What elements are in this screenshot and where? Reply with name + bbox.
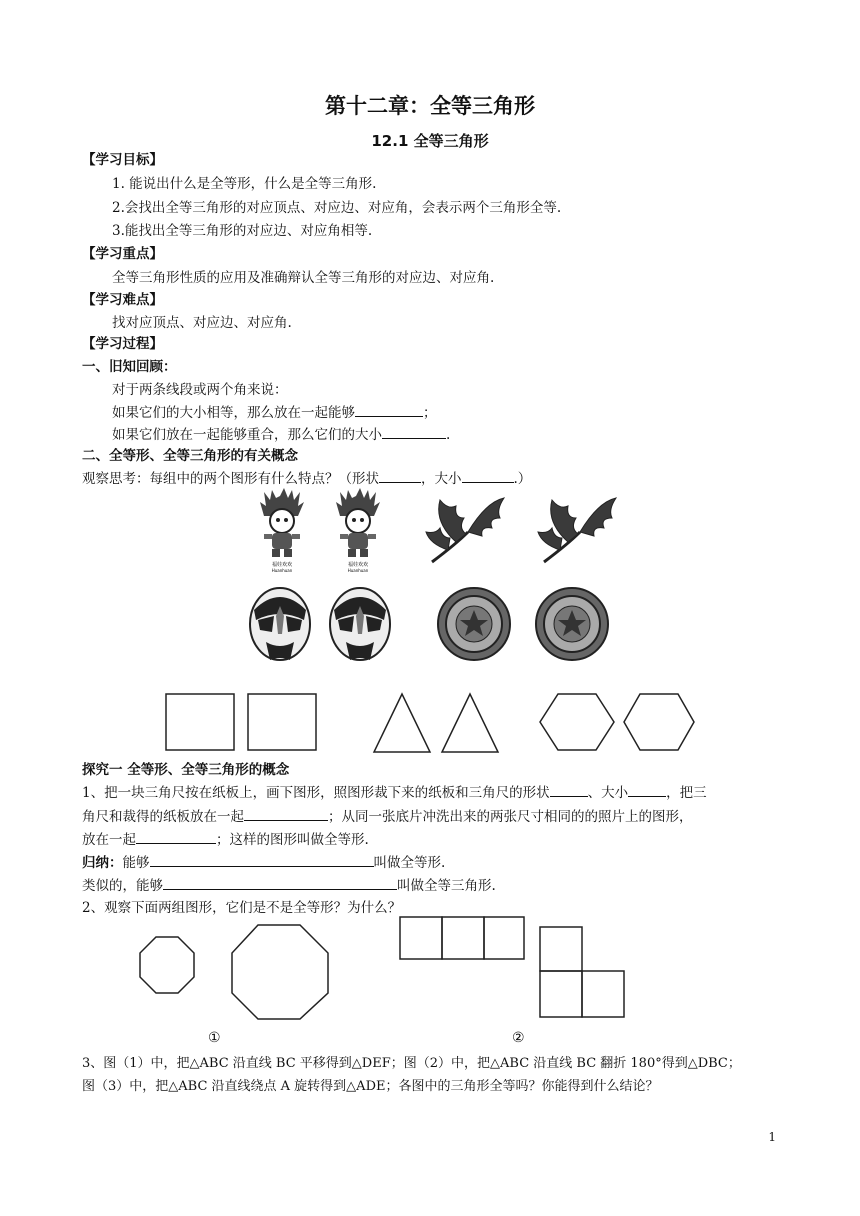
triangle-shape [374, 694, 430, 752]
triangle-shape [442, 694, 498, 752]
mascot-image [336, 488, 380, 573]
hexagon-shape [624, 694, 694, 750]
svg-text:福娃欢欢: 福娃欢欢 [271, 562, 293, 568]
opera-mask-image [330, 588, 390, 660]
observe-text: 观察思考：每组中的两个图形有什么特点？（形状 ，大小 .） [82, 468, 531, 489]
svg-text:Huanhuan: Huanhuan [347, 568, 369, 573]
mascot-image [260, 488, 304, 573]
difficulty-text: 找对应顶点、对应边、对应角. [112, 315, 292, 331]
review-line: 如果它们放在一起能够重合，那么它们的大小 . [112, 424, 450, 445]
opera-mask-image [250, 588, 310, 660]
key-heading: 【学习重点】 [82, 246, 163, 262]
question-3-line: 图（3）中，把△ABC 沿直线绕点 A 旋转得到△ADE；各图中的三角形全等吗？你能得到什么结论？ [82, 1079, 659, 1094]
goal-item: 2.会找出全等三角形的对应顶点、对应边、对应角，会表示两个三角形全等. [112, 200, 562, 216]
difficulty-heading: 【学习难点】 [82, 292, 163, 308]
review-line: 如果它们的大小相等，那么放在一起能够 ； [112, 402, 437, 423]
shape-figures [160, 690, 700, 756]
key-text: 全等三角形性质的应用及准确辩认全等三角形的对应边、对应角. [112, 270, 495, 286]
question-2-figures [130, 915, 630, 1025]
example-figures [240, 488, 660, 678]
page-title: 第十二章：全等三角形 [325, 94, 535, 118]
explore-heading: 探究一 全等形、全等三角形的概念 [82, 762, 290, 778]
process-heading: 【学习过程】 [82, 336, 163, 352]
summary-line: 类似的，能够 叫做全等三角形. [82, 875, 496, 896]
square-cell [484, 917, 524, 959]
svg-text:Huanhuan: Huanhuan [271, 568, 293, 573]
explore-paragraph: 角尺和裁得的纸板放在一起 ；从同一张底片冲洗出来的两张尺寸相同的的照片上的图形， [82, 806, 693, 827]
square-cell [442, 917, 484, 959]
goal-item: 3.能找出全等三角形的对应边、对应角相等. [112, 223, 373, 239]
page-number: 1 [768, 1130, 776, 1144]
svg-text:福娃欢欢: 福娃欢欢 [347, 562, 369, 568]
explore-paragraph: 放在一起 ；这样的图形叫做全等形. [82, 829, 369, 850]
square-shape [248, 694, 316, 750]
question-2: 2、观察下面两组图形，它们是不是全等形？为什么？ [82, 900, 402, 916]
review-line: 对于两条线段或两个角来说： [112, 382, 288, 398]
figure-label-1: ① [208, 1030, 221, 1046]
question-3-line: 3、图（1）中，把△ABC 沿直线 BC 平移得到△DEF；图（2）中，把△ABC 沿直线 BC 翻折 180°得到△DBC； [82, 1056, 741, 1071]
goal-item: 1. 能说出什么是全等形，什么是全等三角形. [112, 176, 377, 192]
summary-line: 归纳：能够 叫做全等形. [82, 852, 445, 873]
square-cell [582, 971, 624, 1017]
large-octagon-shape [232, 925, 328, 1019]
figure-label-2: ② [512, 1030, 525, 1046]
university-seal-image [536, 588, 608, 660]
review-heading: 一、旧知回顾： [82, 359, 177, 375]
square-cell [540, 927, 582, 971]
explore-paragraph: 1、把一块三角尺按在纸板上，画下图形，照图形裁下来的纸板和三角尺的形状 、大小 ，把三 [82, 782, 707, 803]
leaf-image [426, 498, 504, 562]
concept-heading: 二、全等形、全等三角形的有关概念 [82, 448, 298, 464]
square-cell [540, 971, 582, 1017]
square-cell [400, 917, 442, 959]
small-octagon-shape [140, 937, 194, 993]
goals-heading: 【学习目标】 [82, 152, 163, 168]
university-seal-image [438, 588, 510, 660]
square-shape [166, 694, 234, 750]
section-title: 12.1 全等三角形 [371, 132, 489, 150]
hexagon-shape [540, 694, 614, 750]
leaf-image [538, 498, 616, 562]
